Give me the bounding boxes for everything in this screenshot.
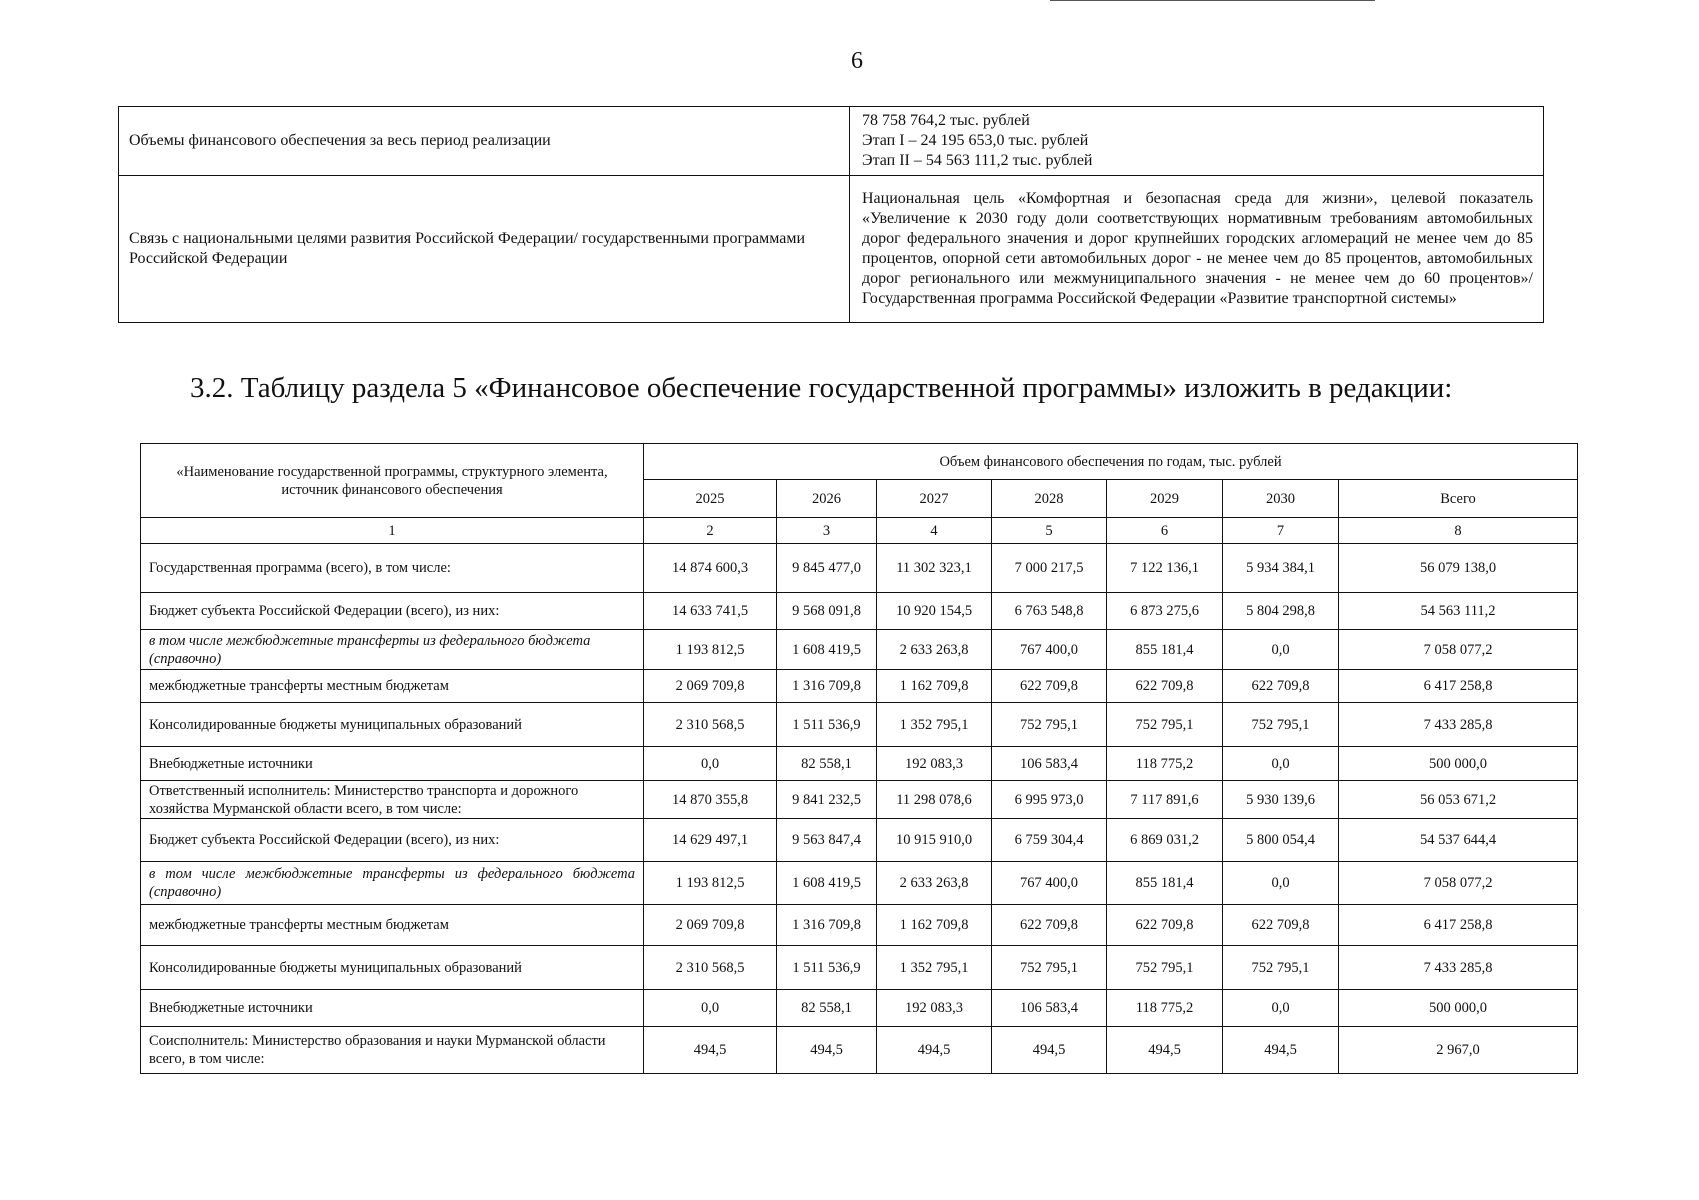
value-total: 2 967,0 xyxy=(1339,1027,1578,1074)
row-name: межбюджетные трансферты местным бюджетам xyxy=(141,905,644,946)
column-number: 6 xyxy=(1107,518,1223,544)
value-2026: 1 608 419,5 xyxy=(777,630,877,670)
value-2025: 14 629 497,1 xyxy=(644,819,777,862)
value-2028: 6 763 548,8 xyxy=(992,593,1107,630)
table-row xyxy=(141,670,1578,703)
value-total: 7 433 285,8 xyxy=(1339,703,1578,747)
value-total: 54 537 644,4 xyxy=(1339,819,1578,862)
value-2027: 1 162 709,8 xyxy=(877,670,992,703)
passport-label: Связь с национальными целями развития Российской Федерации/ государственными программами Российской Федерации xyxy=(119,176,850,323)
value-2030: 5 800 054,4 xyxy=(1223,819,1339,862)
row-name: Консолидированные бюджеты муниципальных образований xyxy=(141,946,644,990)
column-number: 7 xyxy=(1223,518,1339,544)
table-row xyxy=(141,905,1578,946)
column-number: 3 xyxy=(777,518,877,544)
value-2029: 855 181,4 xyxy=(1107,630,1223,670)
value-total: 56 079 138,0 xyxy=(1339,544,1578,593)
value-total: 7 433 285,8 xyxy=(1339,946,1578,990)
value-2030: 5 934 384,1 xyxy=(1223,544,1339,593)
value-2029: 855 181,4 xyxy=(1107,862,1223,905)
column-number: 5 xyxy=(992,518,1107,544)
value-2028: 622 709,8 xyxy=(992,670,1107,703)
value-total: 6 417 258,8 xyxy=(1339,905,1578,946)
value-2025: 2 310 568,5 xyxy=(644,946,777,990)
value-2025: 14 633 741,5 xyxy=(644,593,777,630)
value-2026: 494,5 xyxy=(777,1027,877,1074)
funding-stage-1: Этап I – 24 195 653,0 тыс. рублей xyxy=(862,132,1089,149)
table-row xyxy=(141,544,1578,593)
row-name: Бюджет субъекта Российской Федерации (всего), из них: xyxy=(141,593,644,630)
value-2027: 192 083,3 xyxy=(877,747,992,781)
table-row xyxy=(141,703,1578,747)
year-header-2028: 2028 xyxy=(992,480,1107,518)
column-number: 8 xyxy=(1339,518,1578,544)
table-row xyxy=(141,819,1578,862)
value-2030: 0,0 xyxy=(1223,862,1339,905)
value-2025: 2 069 709,8 xyxy=(644,905,777,946)
value-2030: 5 930 139,6 xyxy=(1223,781,1339,819)
value-2029: 6 873 275,6 xyxy=(1107,593,1223,630)
value-2028: 752 795,1 xyxy=(992,703,1107,747)
year-header-2030: 2030 xyxy=(1223,480,1339,518)
table-row xyxy=(141,747,1578,781)
value-2028: 6 759 304,4 xyxy=(992,819,1107,862)
column-numbers-row xyxy=(141,518,1578,544)
value-total: 54 563 111,2 xyxy=(1339,593,1578,630)
value-2029: 6 869 031,2 xyxy=(1107,819,1223,862)
year-header-2026: 2026 xyxy=(777,480,877,518)
value-2025: 494,5 xyxy=(644,1027,777,1074)
row-name: в том числе межбюджетные трансферты из федерального бюджета (справочно) xyxy=(141,862,644,905)
row-name: Ответственный исполнитель: Министерство транспорта и дорожного хозяйства Мурманской области всего, в том числе: xyxy=(141,781,644,819)
value-2025: 2 069 709,8 xyxy=(644,670,777,703)
value-2029: 118 775,2 xyxy=(1107,747,1223,781)
row-name: Консолидированные бюджеты муниципальных образований xyxy=(141,703,644,747)
value-2029: 118 775,2 xyxy=(1107,990,1223,1027)
value-2026: 82 558,1 xyxy=(777,747,877,781)
value-2030: 622 709,8 xyxy=(1223,905,1339,946)
passport-row-funding xyxy=(119,107,1544,176)
value-2030: 622 709,8 xyxy=(1223,670,1339,703)
value-2030: 0,0 xyxy=(1223,990,1339,1027)
row-name: в том числе межбюджетные трансферты из федерального бюджета (справочно) xyxy=(141,630,644,670)
passport-label: Объемы финансового обеспечения за весь период реализации xyxy=(119,107,850,176)
row-name: Соисполнитель: Министерство образования и науки Мурманской области всего, в том числе: xyxy=(141,1027,644,1074)
value-2029: 494,5 xyxy=(1107,1027,1223,1074)
value-2025: 0,0 xyxy=(644,747,777,781)
value-2025: 14 874 600,3 xyxy=(644,544,777,593)
value-2027: 2 633 263,8 xyxy=(877,630,992,670)
value-2027: 1 162 709,8 xyxy=(877,905,992,946)
value-total: 6 417 258,8 xyxy=(1339,670,1578,703)
top-rule xyxy=(1050,0,1375,1)
value-2026: 1 316 709,8 xyxy=(777,905,877,946)
value-2028: 106 583,4 xyxy=(992,747,1107,781)
value-total: 500 000,0 xyxy=(1339,990,1578,1027)
section-heading: 3.2. Таблицу раздела 5 «Финансовое обеспечение государственной программы» изложить в редакции: xyxy=(190,372,1453,404)
table-row xyxy=(141,630,1578,670)
value-2028: 494,5 xyxy=(992,1027,1107,1074)
table-row xyxy=(141,862,1578,905)
value-2027: 10 915 910,0 xyxy=(877,819,992,862)
value-2029: 7 117 891,6 xyxy=(1107,781,1223,819)
value-2026: 1 511 536,9 xyxy=(777,946,877,990)
value-2028: 7 000 217,5 xyxy=(992,544,1107,593)
funding-total: 78 758 764,2 тыс. рублей xyxy=(862,112,1030,129)
value-2026: 82 558,1 xyxy=(777,990,877,1027)
value-2028: 767 400,0 xyxy=(992,862,1107,905)
value-2030: 752 795,1 xyxy=(1223,946,1339,990)
value-2028: 767 400,0 xyxy=(992,630,1107,670)
value-2029: 752 795,1 xyxy=(1107,703,1223,747)
value-2029: 7 122 136,1 xyxy=(1107,544,1223,593)
funding-group-header: Объем финансового обеспечения по годам, тыс. рублей xyxy=(644,444,1578,480)
column-number: 1 xyxy=(141,518,644,544)
passport-row-national-goals xyxy=(119,176,1544,323)
value-2026: 9 845 477,0 xyxy=(777,544,877,593)
value-total: 56 053 671,2 xyxy=(1339,781,1578,819)
column-number: 4 xyxy=(877,518,992,544)
row-name: межбюджетные трансферты местным бюджетам xyxy=(141,670,644,703)
value-2028: 752 795,1 xyxy=(992,946,1107,990)
value-2027: 2 633 263,8 xyxy=(877,862,992,905)
passport-value: Национальная цель «Комфортная и безопасная среда для жизни», целевой показатель «Увеличение к 2030 году доли соответствующих нормативным требованиям автомобильных дорог федерального значения и дорог крупнейших городских агломераций не менее чем до 85 процентов, опорной сети автомобильных дорог - не менее чем до 85 процентов, автомобильных дорог регионального или межмуниципального значения - не менее чем до 60 процентов»/Государственная программа Российской Федерации «Развитие транспортной системы» xyxy=(850,176,1544,323)
value-2030: 494,5 xyxy=(1223,1027,1339,1074)
year-header-2027: 2027 xyxy=(877,480,992,518)
page-number: 6 xyxy=(851,48,863,74)
passport-table xyxy=(118,106,1544,323)
value-2025: 1 193 812,5 xyxy=(644,862,777,905)
value-2029: 622 709,8 xyxy=(1107,905,1223,946)
value-2027: 192 083,3 xyxy=(877,990,992,1027)
column-number: 2 xyxy=(644,518,777,544)
value-2027: 10 920 154,5 xyxy=(877,593,992,630)
value-2028: 106 583,4 xyxy=(992,990,1107,1027)
finance-table xyxy=(140,443,1578,1074)
table-row xyxy=(141,593,1578,630)
table-row xyxy=(141,1027,1578,1074)
year-header-2029: 2029 xyxy=(1107,480,1223,518)
value-2027: 11 302 323,1 xyxy=(877,544,992,593)
value-2025: 1 193 812,5 xyxy=(644,630,777,670)
value-2030: 0,0 xyxy=(1223,747,1339,781)
row-name: Внебюджетные источники xyxy=(141,990,644,1027)
passport-value xyxy=(850,107,1544,176)
value-2027: 494,5 xyxy=(877,1027,992,1074)
value-2026: 9 841 232,5 xyxy=(777,781,877,819)
value-2027: 11 298 078,6 xyxy=(877,781,992,819)
row-name: Бюджет субъекта Российской Федерации (всего), из них: xyxy=(141,819,644,862)
value-2028: 6 995 973,0 xyxy=(992,781,1107,819)
value-total: 500 000,0 xyxy=(1339,747,1578,781)
value-2026: 1 608 419,5 xyxy=(777,862,877,905)
value-2025: 14 870 355,8 xyxy=(644,781,777,819)
value-total: 7 058 077,2 xyxy=(1339,630,1578,670)
total-header: Всего xyxy=(1339,480,1578,518)
value-2030: 5 804 298,8 xyxy=(1223,593,1339,630)
header-row-group xyxy=(141,444,1578,480)
value-2025: 0,0 xyxy=(644,990,777,1027)
value-2027: 1 352 795,1 xyxy=(877,703,992,747)
funding-stage-2: Этап II – 54 563 111,2 тыс. рублей xyxy=(862,152,1093,169)
table-row xyxy=(141,781,1578,819)
year-header-2025: 2025 xyxy=(644,480,777,518)
row-name: Государственная программа (всего), в том числе: xyxy=(141,544,644,593)
name-column-header: «Наименование государственной программы, структурного элемента, источник финансового обеспечения xyxy=(141,444,644,518)
value-2026: 1 511 536,9 xyxy=(777,703,877,747)
value-2026: 9 563 847,4 xyxy=(777,819,877,862)
value-2029: 622 709,8 xyxy=(1107,670,1223,703)
value-2030: 0,0 xyxy=(1223,630,1339,670)
value-2025: 2 310 568,5 xyxy=(644,703,777,747)
table-row xyxy=(141,990,1578,1027)
value-total: 7 058 077,2 xyxy=(1339,862,1578,905)
value-2026: 9 568 091,8 xyxy=(777,593,877,630)
value-2027: 1 352 795,1 xyxy=(877,946,992,990)
table-row xyxy=(141,946,1578,990)
value-2026: 1 316 709,8 xyxy=(777,670,877,703)
value-2029: 752 795,1 xyxy=(1107,946,1223,990)
value-2028: 622 709,8 xyxy=(992,905,1107,946)
value-2030: 752 795,1 xyxy=(1223,703,1339,747)
row-name: Внебюджетные источники xyxy=(141,747,644,781)
